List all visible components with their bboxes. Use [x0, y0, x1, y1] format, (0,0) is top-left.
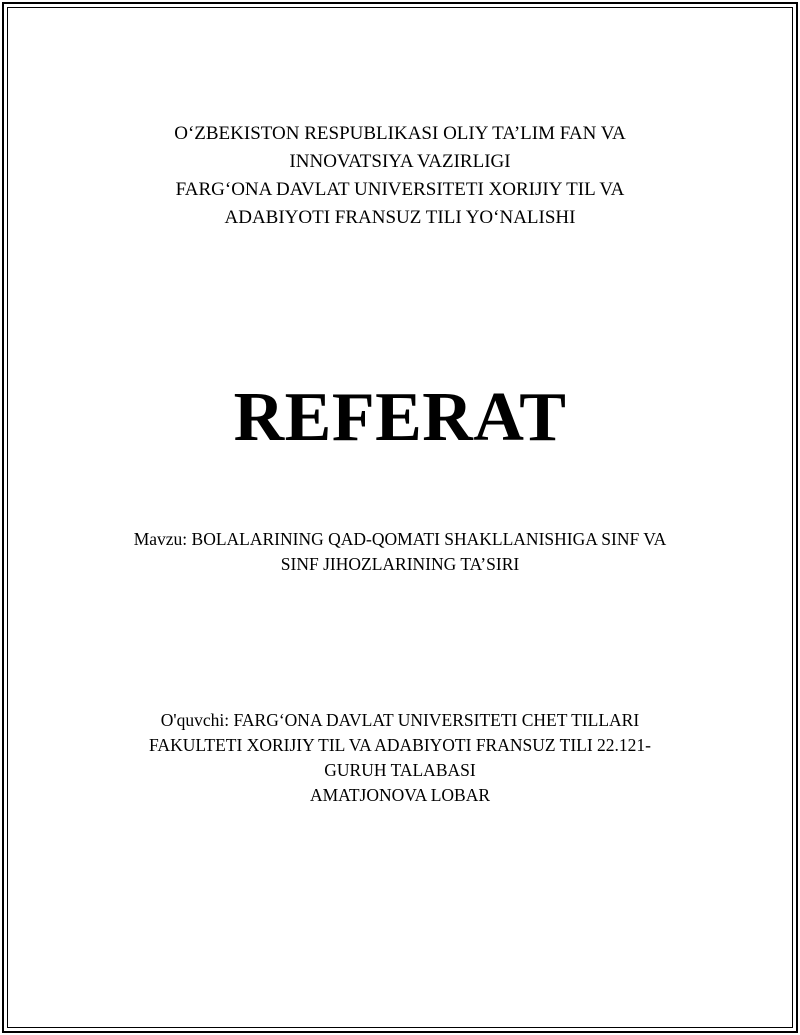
- student-line: O'quvchi: FARG‘ONA DAVLAT UNIVERSITETI CHET TILLARI: [160, 710, 640, 730]
- document-title: REFERAT: [233, 379, 567, 456]
- topic-line: SINF JIHOZLARINING TA’SIRI: [280, 554, 520, 574]
- institution-header: [0, 120, 800, 232]
- topic-block: [0, 527, 800, 577]
- student-line: GURUH TALABASI: [324, 760, 476, 780]
- student-name: AMATJONOVA LOBAR: [309, 785, 491, 805]
- topic-line: Mavzu: BOLALARINING QAD-QOMATI SHAKLLANISHIGA SINF VA: [133, 529, 667, 549]
- student-line: FAKULTETI XORIJIY TIL VA ADABIYOTI FRANSUZ TILI 22.121-: [149, 735, 651, 755]
- header-line: O‘ZBEKISTON RESPUBLIKASI OLIY TA’LIM FAN VA: [174, 123, 626, 144]
- header-line: FARG‘ONA DAVLAT UNIVERSITETI XORIJIY TIL VA: [175, 179, 625, 200]
- student-block: [0, 708, 800, 808]
- header-line: ADABIYOTI FRANSUZ TILI YO‘NALISHI: [224, 207, 576, 228]
- header-line: INNOVATSIYA VAZIRLIGI: [289, 151, 511, 172]
